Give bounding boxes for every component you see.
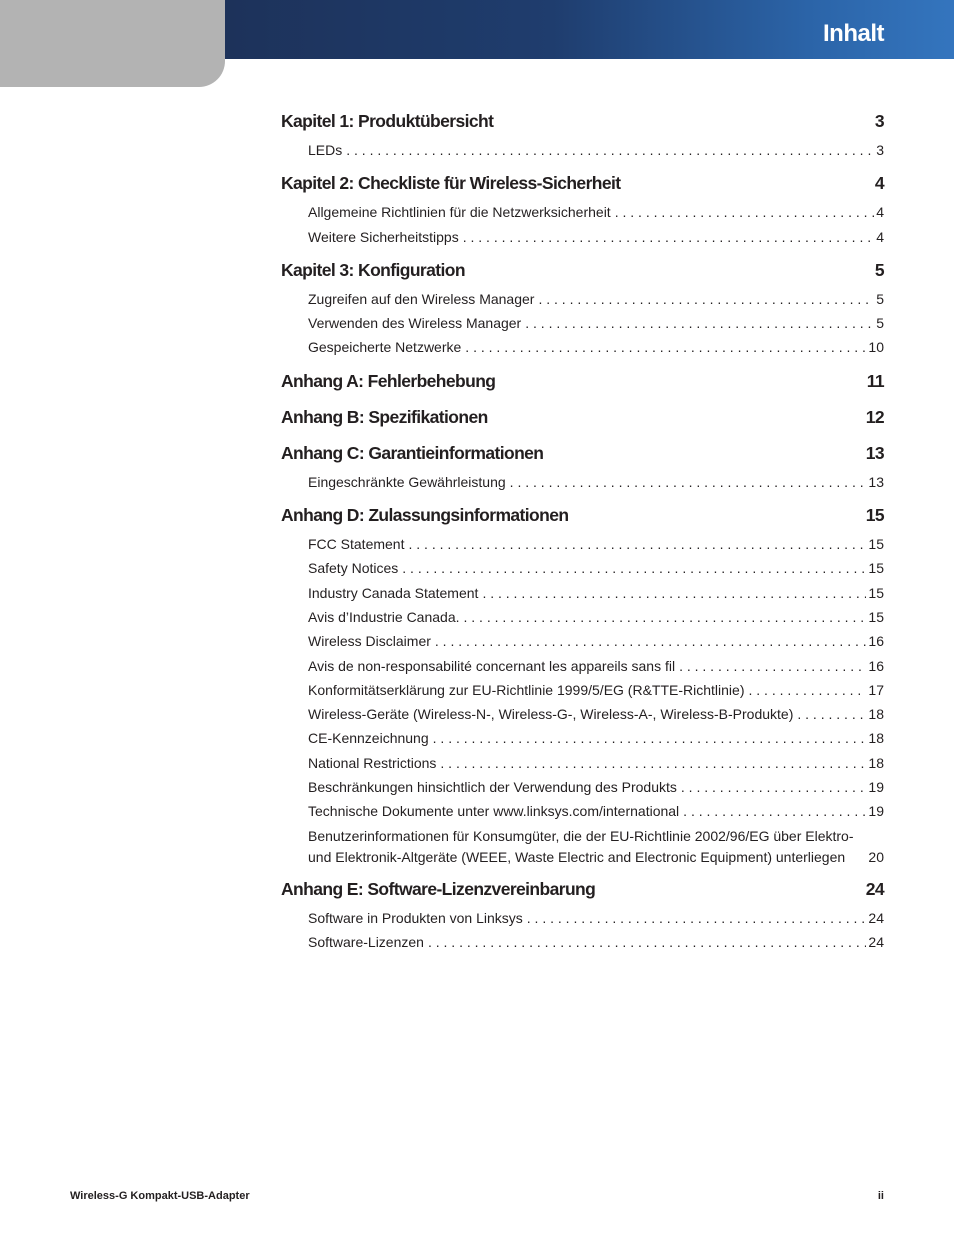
toc-entry[interactable] bbox=[308, 751, 884, 775]
entry-label: Eingeschränkte Gewährleistung bbox=[308, 473, 506, 490]
entry-label: Wireless-Geräte (Wireless-N-, Wireless-G-, Wireless-A-, Wireless-B-Produkte) bbox=[308, 706, 794, 723]
dot-leader bbox=[408, 532, 866, 556]
entry-label: Zugreifen auf den Wireless Manager bbox=[308, 290, 535, 307]
page-title: Inhalt bbox=[823, 20, 884, 47]
toc-chapter[interactable] bbox=[281, 108, 884, 134]
entry-page: 18 bbox=[868, 730, 884, 747]
dot-leader bbox=[402, 556, 866, 580]
chapter-title: Anhang E: Software-Lizenzvereinbarung bbox=[281, 878, 596, 899]
toc-entry[interactable] bbox=[308, 678, 884, 702]
toc-entry[interactable] bbox=[308, 726, 884, 750]
entry-label: Safety Notices bbox=[308, 560, 399, 577]
toc-entry[interactable] bbox=[308, 200, 884, 224]
dot-leader bbox=[615, 200, 875, 224]
entry-page: 24 bbox=[868, 909, 884, 926]
entry-label: Allgemeine Richtlinien für die Netzwerksicherheit bbox=[308, 204, 611, 221]
dot-leader bbox=[681, 775, 867, 799]
toc-entry[interactable] bbox=[308, 335, 884, 359]
dot-leader bbox=[679, 654, 866, 678]
chapter-page: 11 bbox=[866, 370, 884, 391]
chapter-page: 4 bbox=[874, 173, 884, 194]
chapter-title: Kapitel 1: Produktübersicht bbox=[281, 111, 494, 131]
corner-tab bbox=[0, 0, 225, 87]
dot-leader bbox=[465, 335, 866, 359]
entry-page: 15 bbox=[868, 536, 884, 553]
dot-leader bbox=[435, 629, 867, 653]
entry-label: Wireless Disclaimer bbox=[308, 633, 431, 650]
chapter-title: Anhang A: Fehlerbehebung bbox=[281, 370, 496, 391]
toc-chapter[interactable] bbox=[281, 440, 884, 466]
dot-leader bbox=[510, 470, 867, 494]
entry-label: Software in Produkten von Linksys bbox=[308, 909, 523, 926]
chapter-title: Anhang D: Zulassungsinformationen bbox=[281, 505, 569, 526]
entry-label-line2: und Elektronik-Altgeräte (WEEE, Waste Electric and Electronic Equipment) unterliegen bbox=[308, 848, 846, 865]
entry-label: Software-Lizenzen bbox=[308, 933, 424, 950]
chapter-title: Kapitel 2: Checkliste für Wireless-Sicherheit bbox=[281, 173, 621, 194]
dot-leader bbox=[683, 799, 866, 823]
toc-chapter[interactable] bbox=[281, 170, 884, 196]
entry-page: 20 bbox=[868, 848, 884, 865]
entry-page: 3 bbox=[876, 142, 884, 158]
toc-entry[interactable] bbox=[308, 775, 884, 799]
toc-entry[interactable] bbox=[308, 581, 884, 605]
chapter-page: 13 bbox=[865, 442, 884, 463]
dot-leader bbox=[346, 138, 874, 162]
entry-page: 5 bbox=[876, 315, 884, 332]
toc-entry[interactable] bbox=[308, 654, 884, 678]
entry-page: 24 bbox=[868, 933, 884, 950]
toc-chapter[interactable] bbox=[281, 404, 884, 430]
chapter-title: Anhang B: Spezifikationen bbox=[281, 406, 488, 427]
entry-page: 4 bbox=[876, 228, 884, 245]
entry-label: Avis d’Industrie Canada. bbox=[308, 608, 460, 625]
entry-page: 19 bbox=[868, 803, 884, 820]
dot-leader bbox=[482, 581, 866, 605]
entry-label-line1: Benutzerinformationen für Konsumgüter, die der EU-Richtlinie 2002/96/EG über Elektro- bbox=[308, 827, 854, 844]
entry-label: Weitere Sicherheitstipps bbox=[308, 228, 459, 245]
entry-label: LEDs bbox=[308, 142, 343, 158]
entry-page: 13 bbox=[868, 473, 884, 490]
entry-page: 10 bbox=[868, 339, 884, 356]
toc-entry[interactable] bbox=[308, 702, 884, 726]
entry-label: Beschränkungen hinsichtlich der Verwendung des Produkts bbox=[308, 779, 677, 796]
toc-entry[interactable] bbox=[308, 470, 884, 494]
entry-label: Konformitätserklärung zur EU-Richtlinie 1999/5/EG (R&TTE-Richtlinie) bbox=[308, 681, 745, 698]
entry-label: Gespeicherte Netzwerke bbox=[308, 339, 462, 356]
toc-entry[interactable] bbox=[308, 629, 884, 653]
toc-entry-multiline[interactable] bbox=[308, 826, 884, 868]
entry-page: 5 bbox=[876, 290, 884, 307]
entry-label: Industry Canada Statement bbox=[308, 584, 479, 601]
footer-page-number: ii bbox=[877, 1190, 884, 1202]
header-band bbox=[225, 0, 954, 59]
dot-leader bbox=[428, 930, 866, 954]
dot-leader bbox=[440, 751, 866, 775]
dot-leader bbox=[464, 605, 867, 629]
entry-label: Avis de non-responsabilité concernant les appareils sans fil bbox=[308, 657, 676, 674]
entry-page: 4 bbox=[876, 204, 884, 221]
dot-leader bbox=[748, 678, 866, 702]
toc-entry[interactable] bbox=[308, 556, 884, 580]
dot-leader bbox=[797, 702, 866, 726]
toc-entry[interactable] bbox=[308, 605, 884, 629]
toc-entry[interactable] bbox=[308, 532, 884, 556]
chapter-title: Kapitel 3: Konfiguration bbox=[281, 259, 465, 280]
entry-label: National Restrictions bbox=[308, 754, 437, 771]
entry-label: CE-Kennzeichnung bbox=[308, 730, 429, 747]
toc-chapter[interactable] bbox=[281, 502, 884, 528]
dot-leader bbox=[538, 287, 874, 311]
entry-page: 18 bbox=[868, 706, 884, 723]
toc-entry[interactable] bbox=[308, 906, 884, 930]
entry-label: FCC Statement bbox=[308, 536, 405, 553]
table-of-contents bbox=[281, 108, 884, 962]
toc-entry[interactable] bbox=[308, 799, 884, 823]
chapter-page: 3 bbox=[874, 111, 884, 131]
entry-page: 17 bbox=[868, 681, 884, 698]
chapter-page: 24 bbox=[865, 878, 884, 899]
toc-chapter[interactable] bbox=[281, 257, 884, 283]
dot-leader bbox=[527, 906, 867, 930]
dot-leader bbox=[525, 311, 874, 335]
toc-entry[interactable] bbox=[308, 138, 884, 162]
chapter-page: 5 bbox=[874, 259, 884, 280]
entry-page: 15 bbox=[868, 584, 884, 601]
dot-leader bbox=[463, 225, 875, 249]
entry-page: 16 bbox=[868, 633, 884, 650]
footer-product: Wireless-G Kompakt-USB-Adapter bbox=[70, 1190, 250, 1202]
toc-chapter[interactable] bbox=[281, 368, 884, 394]
toc-entry[interactable] bbox=[308, 287, 884, 311]
entry-page: 15 bbox=[868, 608, 884, 625]
entry-page: 15 bbox=[868, 560, 884, 577]
toc-entry[interactable] bbox=[308, 311, 884, 335]
toc-chapter[interactable] bbox=[281, 876, 884, 902]
dot-leader bbox=[433, 726, 867, 750]
chapter-title: Anhang C: Garantieinformationen bbox=[281, 442, 544, 463]
entry-label: Technische Dokumente unter www.linksys.com/international bbox=[308, 803, 680, 820]
entry-label: Verwenden des Wireless Manager bbox=[308, 315, 522, 332]
toc-entry[interactable] bbox=[308, 225, 884, 249]
entry-page: 19 bbox=[868, 779, 884, 796]
entry-page: 16 bbox=[868, 657, 884, 674]
chapter-page: 15 bbox=[865, 505, 884, 526]
toc-entry[interactable] bbox=[308, 930, 884, 954]
entry-page: 18 bbox=[868, 754, 884, 771]
chapter-page: 12 bbox=[865, 406, 884, 427]
